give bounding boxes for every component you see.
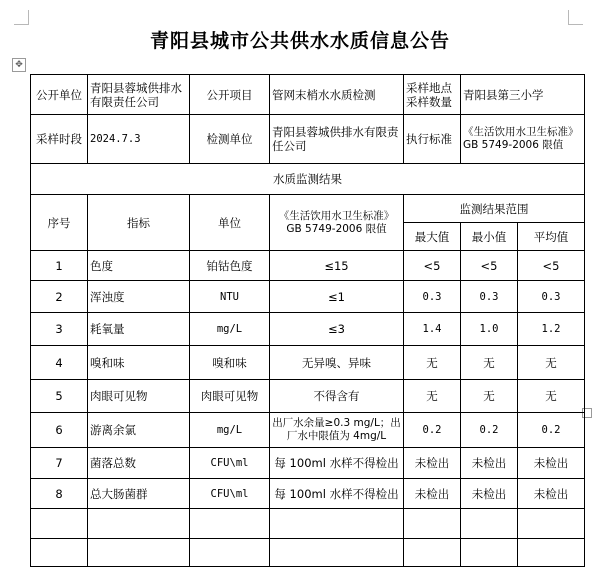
document-title: 青阳县城市公共供水水质信息公告 [149, 30, 450, 52]
lab-value: 青阳县蓉城供排水有限责任公司 [270, 115, 404, 164]
row-avg: 无 [518, 346, 585, 380]
row-limit: 每 100ml 水样不得检出 [270, 448, 404, 479]
row-avg: 未检出 [518, 479, 585, 509]
row-seq: 5 [31, 380, 88, 413]
table-row [31, 479, 585, 509]
row-limit: 出厂水余量≥0.3 mg/L；出厂水中限值为 4mg/L [270, 413, 404, 448]
row-max: <5 [404, 251, 461, 281]
row-min: 无 [461, 380, 518, 413]
row-unit: NTU [190, 281, 270, 313]
row-seq: 6 [31, 413, 88, 448]
row-max: 0.3 [404, 281, 461, 313]
col-max-header: 最大值 [404, 223, 461, 251]
row-indicator: 游离余氯 [88, 413, 190, 448]
empty-row [31, 509, 585, 539]
row-avg: 未检出 [518, 448, 585, 479]
standard-label: 执行标准 [404, 115, 461, 164]
water-quality-table [30, 74, 585, 567]
table-row [31, 380, 585, 413]
row-min: 无 [461, 346, 518, 380]
col-range-header: 监测结果范围 [404, 195, 585, 223]
location-value: 青阳县第三小学 [461, 75, 585, 115]
row-unit: 嗅和味 [190, 346, 270, 380]
table-row [31, 413, 585, 448]
row-unit: mg/L [190, 313, 270, 346]
col-min-header: 最小值 [461, 223, 518, 251]
standard-value: 《生活饮用水卫生标准》GB 5749-2006 限值 [461, 115, 585, 164]
row-indicator: 总大肠菌群 [88, 479, 190, 509]
empty-row [31, 539, 585, 567]
row-seq: 2 [31, 281, 88, 313]
results-header-row [31, 164, 585, 195]
row-indicator: 色度 [88, 251, 190, 281]
page-corner-mark-left [14, 10, 29, 25]
publisher-label: 公开单位 [31, 75, 88, 115]
row-limit: ≤1 [270, 281, 404, 313]
row-max: 1.4 [404, 313, 461, 346]
row-unit: CFU\ml [190, 448, 270, 479]
time-label: 采样时段 [31, 115, 88, 164]
row-max: 未检出 [404, 448, 461, 479]
table-row [31, 251, 585, 281]
row-limit: ≤15 [270, 251, 404, 281]
row-min: 0.3 [461, 281, 518, 313]
col-unit-header: 单位 [190, 195, 270, 251]
column-header-row-1 [31, 195, 585, 223]
col-seq-header: 序号 [31, 195, 88, 251]
row-avg: 1.2 [518, 313, 585, 346]
row-avg: 无 [518, 380, 585, 413]
row-unit: 铂钴色度 [190, 251, 270, 281]
row-min: 0.2 [461, 413, 518, 448]
row-limit: 无异嗅、异味 [270, 346, 404, 380]
row-unit: mg/L [190, 413, 270, 448]
project-label: 公开项目 [190, 75, 270, 115]
row-limit: ≤3 [270, 313, 404, 346]
publisher-value: 青阳县蓉城供排水有限责任公司 [88, 75, 190, 115]
row-min: 未检出 [461, 479, 518, 509]
row-max: 0.2 [404, 413, 461, 448]
row-min: 1.0 [461, 313, 518, 346]
row-min: <5 [461, 251, 518, 281]
row-unit: 肉眼可见物 [190, 380, 270, 413]
location-label: 采样地点采样数量 [404, 75, 461, 115]
row-seq: 3 [31, 313, 88, 346]
page-corner-mark-right [568, 10, 583, 25]
row-indicator: 肉眼可见物 [88, 380, 190, 413]
table-row [31, 313, 585, 346]
row-limit: 每 100ml 水样不得检出 [270, 479, 404, 509]
lab-label: 检测单位 [190, 115, 270, 164]
row-indicator: 耗氧量 [88, 313, 190, 346]
results-header: 水质监测结果 [31, 164, 585, 195]
row-max: 无 [404, 380, 461, 413]
row-avg: 0.3 [518, 281, 585, 313]
table-row [31, 281, 585, 313]
col-avg-header: 平均值 [518, 223, 585, 251]
col-indicator-header: 指标 [88, 195, 190, 251]
project-value: 管网末梢水水质检测 [270, 75, 404, 115]
row-indicator: 浑浊度 [88, 281, 190, 313]
row-max: 无 [404, 346, 461, 380]
row-seq: 8 [31, 479, 88, 509]
row-indicator: 嗅和味 [88, 346, 190, 380]
info-row-2 [31, 115, 585, 164]
info-row-1 [31, 75, 585, 115]
row-min: 未检出 [461, 448, 518, 479]
table-move-handle-icon[interactable]: ✥ [12, 58, 26, 72]
row-limit: 不得含有 [270, 380, 404, 413]
table-row [31, 448, 585, 479]
row-unit: CFU\ml [190, 479, 270, 509]
time-value: 2024.7.3 [88, 115, 190, 164]
table-row [31, 346, 585, 380]
row-max: 未检出 [404, 479, 461, 509]
row-seq: 4 [31, 346, 88, 380]
row-seq: 1 [31, 251, 88, 281]
row-indicator: 菌落总数 [88, 448, 190, 479]
row-avg: 0.2 [518, 413, 585, 448]
row-seq: 7 [31, 448, 88, 479]
row-avg: <5 [518, 251, 585, 281]
col-limit-header: 《生活饮用水卫生标准》GB 5749-2006 限值 [270, 195, 404, 251]
